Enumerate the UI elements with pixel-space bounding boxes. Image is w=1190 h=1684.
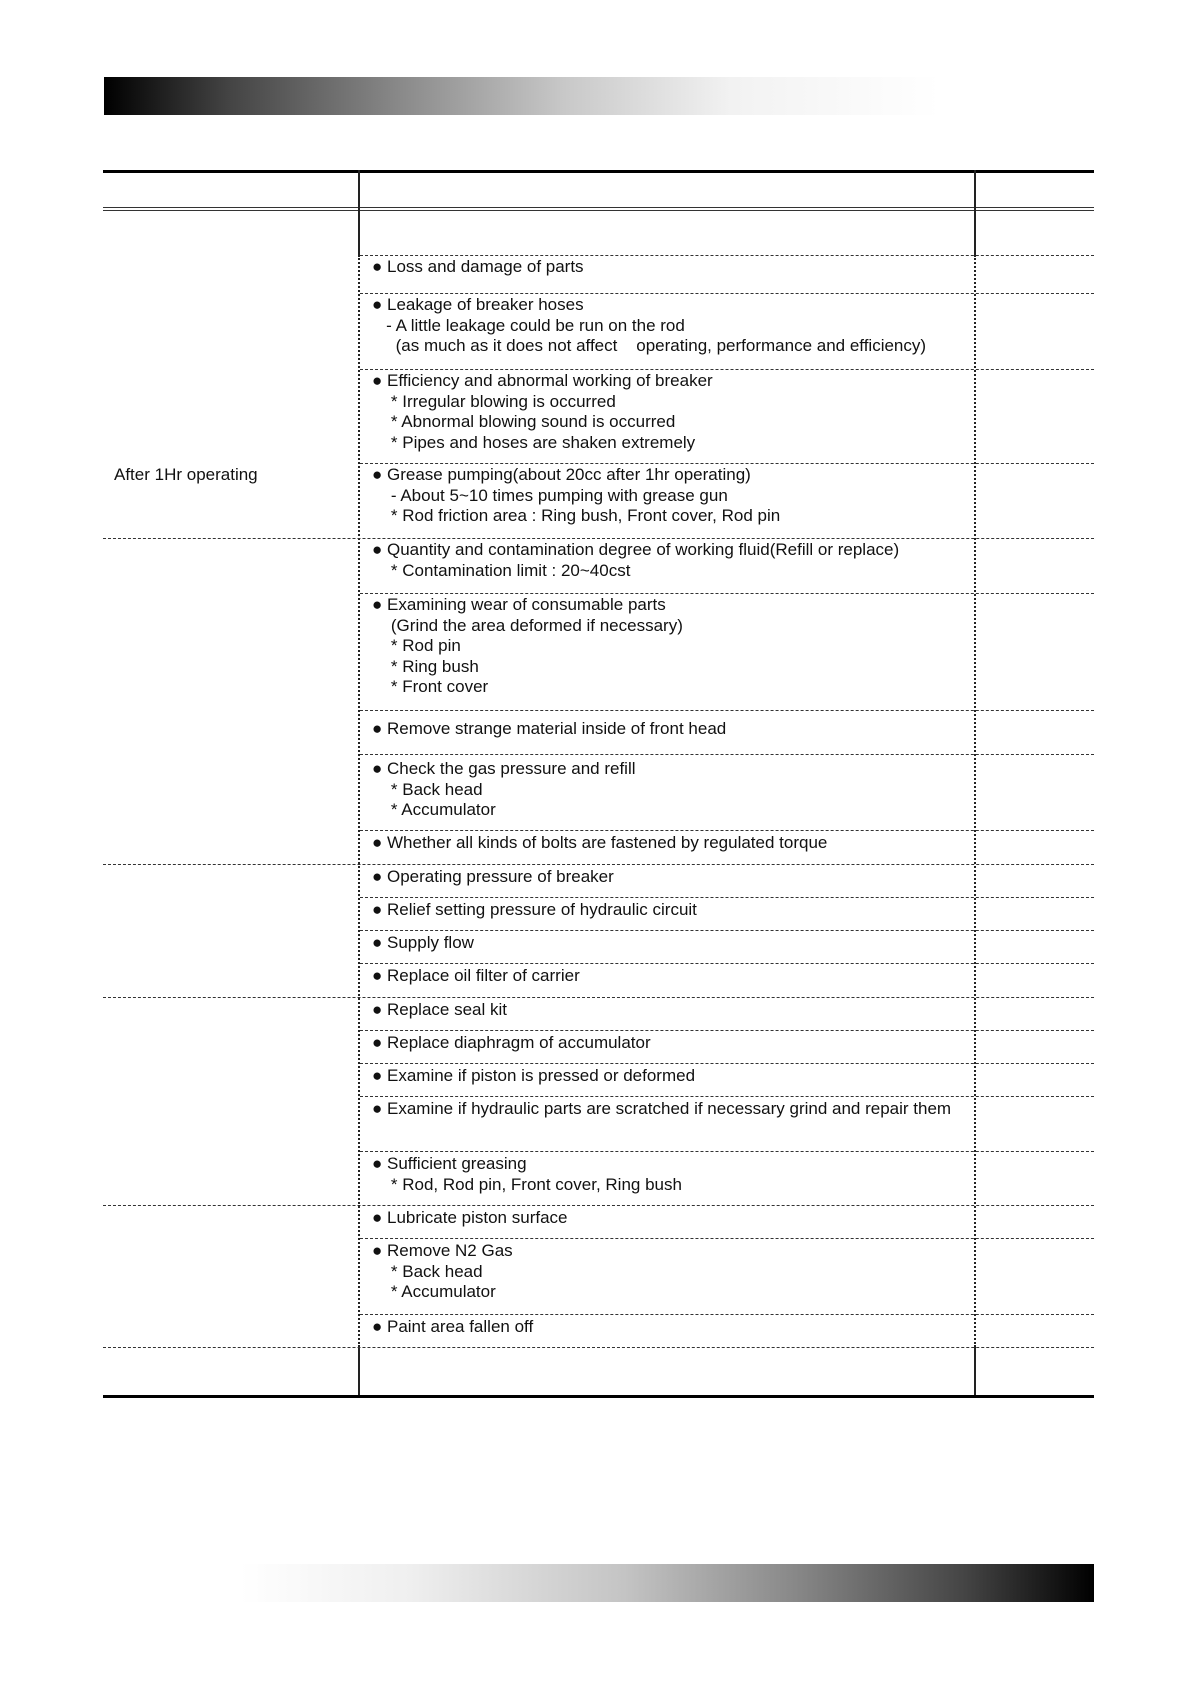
checklist-item: ● Paint area fallen off xyxy=(372,1317,534,1336)
checklist-item: ● Sufficient greasing * Rod, Rod pin, Front cover, Ring bush xyxy=(372,1154,682,1194)
table-divider xyxy=(360,963,1094,964)
column-divider xyxy=(974,255,976,1347)
table-divider xyxy=(103,538,1094,539)
table-divider xyxy=(103,1395,1094,1398)
checklist-item: ● Check the gas pressure and refill * Back head * Accumulator xyxy=(372,759,636,819)
checklist-item: ● Replace seal kit xyxy=(372,1000,507,1019)
column-divider xyxy=(974,1347,976,1395)
footer-gradient-bar xyxy=(240,1564,1094,1602)
checklist-item: ● Leakage of breaker hoses - A little leakage could be run on the rod (as much as it does not affect operating, performance and efficiency) xyxy=(372,295,927,355)
checklist-item: ● Efficiency and abnormal working of breaker * Irregular blowing is occurred * Abnormal blowing sound is occurred * Pipes and hoses are shaken extremely xyxy=(372,371,713,452)
table-divider xyxy=(360,830,1094,831)
checklist-item: ● Remove N2 Gas * Back head * Accumulator xyxy=(372,1241,513,1301)
checklist-item: ● Relief setting pressure of hydraulic circuit xyxy=(372,900,697,919)
checklist-item: ● Replace oil filter of carrier xyxy=(372,966,580,985)
table-divider xyxy=(103,997,1094,998)
table-divider xyxy=(360,593,1094,594)
checklist-item: ● Supply flow xyxy=(372,933,474,952)
checklist-item: ● Operating pressure of breaker xyxy=(372,867,614,886)
table-divider xyxy=(360,255,1094,256)
table-divider xyxy=(103,170,1094,173)
table-divider xyxy=(103,210,1094,211)
table-divider xyxy=(360,1238,1094,1239)
checklist-item: ● Replace diaphragm of accumulator xyxy=(372,1033,651,1052)
table-divider xyxy=(360,1096,1094,1097)
checklist-item: ● Examine if piston is pressed or deformed xyxy=(372,1066,696,1085)
table-divider xyxy=(360,1314,1094,1315)
header-gradient-bar xyxy=(104,77,940,115)
interval-label: After 1Hr operating xyxy=(114,465,258,484)
checklist-item: ● Loss and damage of parts xyxy=(372,257,584,276)
table-divider xyxy=(360,710,1094,711)
column-divider xyxy=(358,1347,360,1395)
table-divider xyxy=(103,864,1094,865)
checklist-item: ● Examining wear of consumable parts (Grind the area deformed if necessary) * Rod pin * Ring bush * Front cover xyxy=(372,595,683,696)
column-divider xyxy=(358,255,360,1347)
checklist-item: ● Examine if hydraulic parts are scratched if necessary grind and repair them xyxy=(372,1099,952,1118)
table-divider xyxy=(360,293,1094,294)
table-divider xyxy=(360,463,1094,464)
table-divider xyxy=(360,930,1094,931)
column-divider xyxy=(358,170,360,255)
table-divider xyxy=(103,1347,1094,1348)
column-divider xyxy=(974,170,976,255)
table-divider xyxy=(103,1205,1094,1206)
table-divider xyxy=(360,754,1094,755)
table-divider xyxy=(360,897,1094,898)
checklist-item: ● Grease pumping(about 20cc after 1hr operating) - About 5~10 times pumping with grease gun * Rod friction area : Ring bush, Front cover, Rod pin xyxy=(372,465,781,525)
checklist-item: ● Lubricate piston surface xyxy=(372,1208,568,1227)
table-divider xyxy=(360,369,1094,370)
table-divider xyxy=(360,1063,1094,1064)
checklist-item: ● Remove strange material inside of front head xyxy=(372,719,727,738)
table-divider xyxy=(360,1151,1094,1152)
checklist-item: ● Whether all kinds of bolts are fastened by regulated torque xyxy=(372,833,828,852)
table-divider xyxy=(103,207,1094,208)
checklist-item: ● Quantity and contamination degree of working fluid(Refill or replace) * Contamination limit : 20~40cst xyxy=(372,540,900,580)
maintenance-checklist-table xyxy=(103,170,1094,1398)
table-divider xyxy=(360,1030,1094,1031)
